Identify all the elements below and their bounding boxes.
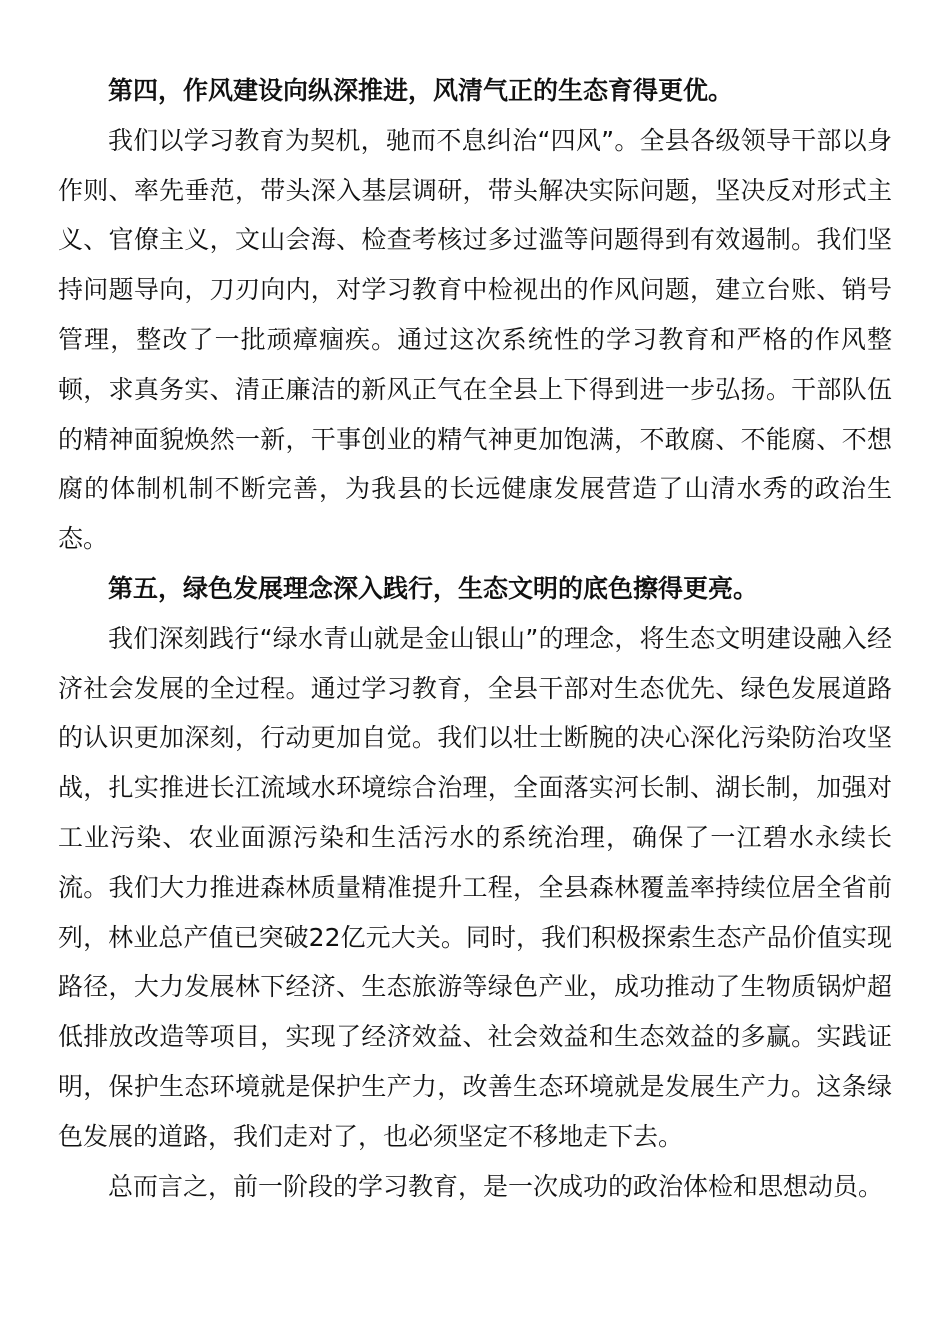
section-heading-fourth: 第四，作风建设向纵深推进，风清气正的生态育得更优。	[108, 76, 734, 105]
document-page	[58, 66, 892, 1211]
paragraph-green-development: 我们深刻践行“绿水青山就是金山银山”的理念，将生态文明建设融入经济社会发展的全过程。通过学习教育，全县干部对生态优先、绿色发展道路的认识更加深刻，行动更加自觉。我们以壮士断腕的决心深化污染防治攻坚战，扎实推进长江流域水环境综合治理，全面落实河长制、湖长制，加强对工业污染、农业面源污染和生活污水的系统治理，确保了一江碧水永续长流。我们大力推进森林质量精准提升工程，全县森林覆盖率持续位居全省前列，林业总产值已突破22亿元大关。同时，我们积极探索生态产品价值实现路径，大力发展林下经济、生态旅游等绿色产业，成功推动了生物质锅炉超低排放改造等项目，实现了经济效益、社会效益和生态效益的多赢。实践证明，保护生态环境就是保护生产力，改善生态环境就是发展生产力。这条绿色发展的道路，我们走对了，也必须坚定不移地走下去。	[58, 623, 892, 1151]
paragraph-work-style: 我们以学习教育为契机，驰而不息纠治“四风”。全县各级领导干部以身作则、率先垂范，带头深入基层调研，带头解决实际问题，坚决反对形式主义、官僚主义，文山会海、检查考核过多过滥等问题得到有效遏制。我们坚持问题导向，刀刃向内，对学习教育中检视出的作风问题，建立台账、销号管理，整改了一批顽瘴痼疾。通过这次系统性的学习教育和严格的作风整顿，求真务实、清正廉洁的新风正气在全县上下得到进一步弘扬。干部队伍的精神面貌焕然一新，干事创业的精气神更加饱满，不敢腐、不能腐、不想腐的体制机制不断完善，为我县的长远健康发展营造了山清水秀的政治生态。	[58, 125, 892, 554]
section-heading-fifth: 第五，绿色发展理念深入践行，生态文明的底色擦得更亮。	[108, 573, 759, 603]
paragraph-summary: 总而言之，前一阶段的学习教育，是一次成功的政治体检和思想动员。	[108, 1171, 884, 1201]
